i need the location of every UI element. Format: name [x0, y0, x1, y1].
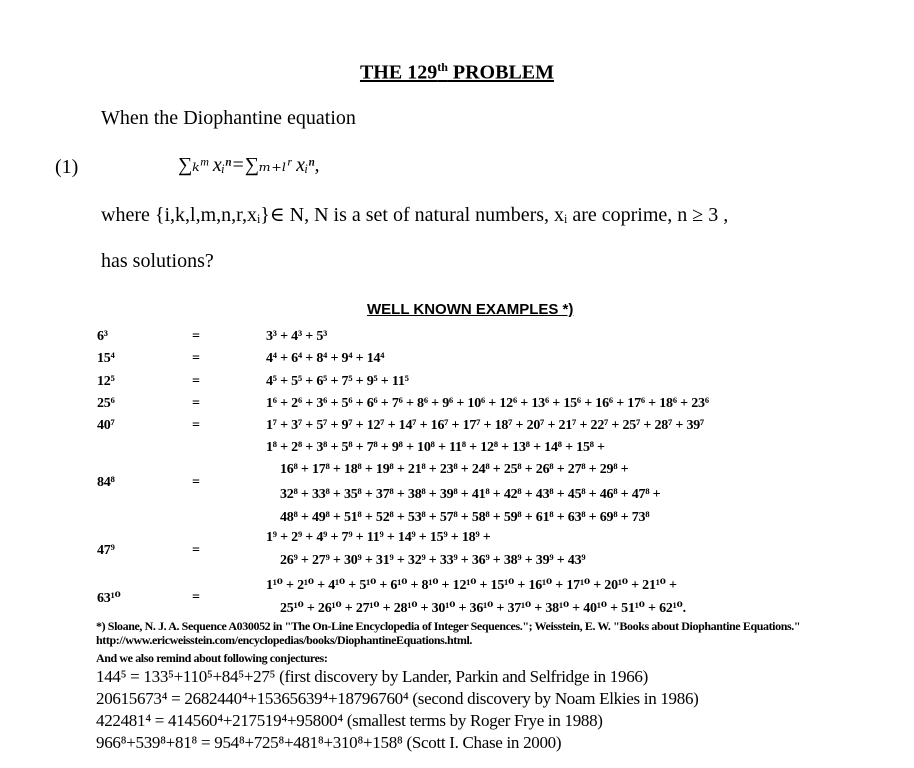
question-text: has solutions?	[101, 250, 214, 272]
example-equals: =	[192, 351, 200, 366]
example-rhs-line: 1⁸ + 2⁸ + 3⁸ + 5⁸ + 7⁸ + 9⁸ + 10⁸ + 11⁸ + 12⁸ + 13⁸ + 14⁸ + 15⁸ +	[266, 440, 605, 455]
example-rhs-line: 1⁹ + 2⁹ + 4⁹ + 7⁹ + 11⁹ + 14⁹ + 15⁹ + 18⁹ +	[266, 530, 491, 545]
title-post: PROBLEM	[447, 61, 555, 84]
page-title	[0, 60, 914, 85]
example-lhs: 40⁷	[97, 418, 115, 433]
example-lhs: 25⁶	[97, 396, 115, 411]
example-rhs-line: 48⁸ + 49⁸ + 51⁸ + 52⁸ + 53⁸ + 57⁸ + 58⁸ + 59⁸ + 61⁸ + 63⁸ + 69⁸ + 73⁸	[280, 510, 650, 525]
conjectures-intro: And we also remind about following conjectures:	[96, 651, 328, 665]
main-equation: ∑ₖᵐ xᵢⁿ=∑ₘ₊ₗʳ xᵢⁿ,	[178, 154, 320, 176]
conjecture-line: 144⁵ = 133⁵+110⁵+84⁵+27⁵ (first discovery by Lander, Parkin and Selfridge in 1966)	[96, 667, 648, 686]
example-equals: =	[192, 543, 200, 558]
example-rhs-line: 3³ + 4³ + 5³	[266, 329, 328, 344]
conjecture-line: 422481⁴ = 414560⁴+217519⁴+95800⁴ (smallest terms by Roger Frye in 1988)	[96, 711, 603, 730]
example-rhs-line: 16⁸ + 17⁸ + 18⁸ + 19⁸ + 21⁸ + 23⁸ + 24⁸ + 25⁸ + 26⁸ + 27⁸ + 29⁸ +	[280, 462, 629, 477]
example-lhs: 47⁹	[97, 543, 115, 558]
where-conditions: where {i,k,l,m,n,r,xᵢ}∈ N, N is a set of natural numbers, xᵢ are coprime, n ≥ 3 ,	[101, 204, 729, 226]
example-equals: =	[192, 590, 200, 605]
footnote: *) Sloane, N. J. A. Sequence A030052 in "The On-Line Encyclopedia of Integer Sequences."; Weisstein, E. W. "Books about Diophantine Equations." http://www.ericweisstein.com/encyclopedias/books/DiophantineEquations.html.	[96, 619, 801, 647]
examples-heading: WELL KNOWN EXAMPLES *)	[367, 301, 574, 318]
example-rhs-line: 1⁷ + 3⁷ + 5⁷ + 9⁷ + 12⁷ + 14⁷ + 16⁷ + 17⁷ + 18⁷ + 20⁷ + 21⁷ + 22⁷ + 25⁷ + 28⁷ + 39⁷	[266, 418, 705, 433]
example-lhs: 12⁵	[97, 374, 115, 389]
example-equals: =	[192, 396, 200, 411]
example-lhs: 15⁴	[97, 351, 115, 366]
example-equals: =	[192, 329, 200, 344]
equation-number: (1)	[55, 156, 79, 178]
example-equals: =	[192, 418, 200, 433]
example-lhs: 6³	[97, 329, 108, 344]
conjecture-line: 966⁸+539⁸+81⁸ = 954⁸+725⁸+481⁸+310⁸+158⁸ (Scott I. Chase in 2000)	[96, 733, 562, 752]
example-equals: =	[192, 475, 200, 490]
example-rhs-line: 25¹⁰ + 26¹⁰ + 27¹⁰ + 28¹⁰ + 30¹⁰ + 36¹⁰ + 37¹⁰ + 38¹⁰ + 40¹⁰ + 51¹⁰ + 62¹⁰.	[280, 601, 686, 616]
intro-text: When the Diophantine equation	[101, 107, 356, 129]
example-rhs-line: 1⁶ + 2⁶ + 3⁶ + 5⁶ + 6⁶ + 7⁶ + 8⁶ + 9⁶ + 10⁶ + 12⁶ + 13⁶ + 15⁶ + 16⁶ + 17⁶ + 18⁶ + 23⁶	[266, 396, 709, 411]
example-rhs-line: 1¹⁰ + 2¹⁰ + 4¹⁰ + 5¹⁰ + 6¹⁰ + 8¹⁰ + 12¹⁰ + 15¹⁰ + 16¹⁰ + 17¹⁰ + 20¹⁰ + 21¹⁰ +	[266, 578, 677, 593]
title-pre: THE 129	[359, 61, 438, 84]
example-rhs-line: 26⁹ + 27⁹ + 30⁹ + 31⁹ + 32⁹ + 33⁹ + 36⁹ + 38⁹ + 39⁹ + 43⁹	[280, 553, 586, 568]
example-rhs-line: 4⁵ + 5⁵ + 6⁵ + 7⁵ + 9⁵ + 11⁵	[266, 374, 409, 389]
example-lhs: 63¹⁰	[97, 591, 121, 606]
conjecture-line: 20615673⁴ = 2682440⁴+15365639⁴+18796760⁴ (second discovery by Noam Elkies in 1986)	[96, 689, 699, 708]
title-superscript: th	[437, 60, 448, 74]
example-rhs-line: 4⁴ + 6⁴ + 8⁴ + 9⁴ + 14⁴	[266, 351, 385, 366]
example-equals: =	[192, 374, 200, 389]
example-rhs-line: 32⁸ + 33⁸ + 35⁸ + 37⁸ + 38⁸ + 39⁸ + 41⁸ + 42⁸ + 43⁸ + 45⁸ + 46⁸ + 47⁸ +	[280, 487, 661, 502]
example-lhs: 84⁸	[97, 475, 115, 490]
